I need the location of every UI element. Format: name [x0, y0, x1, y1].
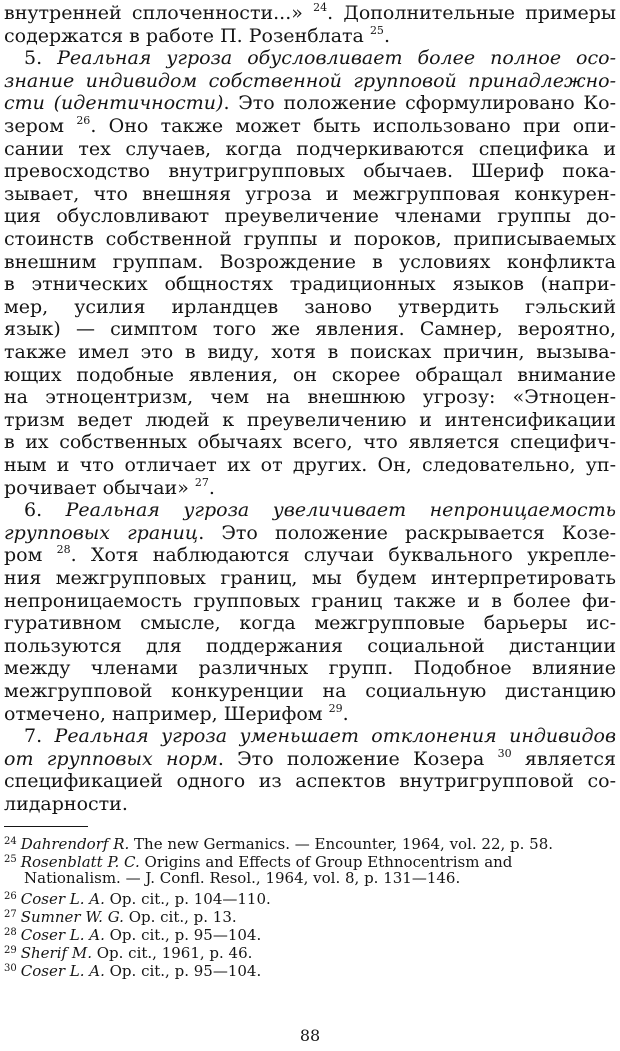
footnote-number: 26 — [4, 890, 17, 902]
footnote-citation: Nationalism. — J. Confl. Resol., 1964, vol. 8, p. 131—146. — [24, 869, 461, 888]
text-span: спецификацией одного из аспектов внутригрупповой со- — [4, 770, 616, 793]
italic-span: от групповых норм — [4, 747, 218, 770]
italic-span: Реальная угроза уменьшает отклонения индивидов — [54, 725, 616, 748]
text-span: внутренней сплоченности...» — [4, 2, 314, 24]
text-span: отмечено, например, Шерифом — [4, 702, 329, 725]
text-span: . — [208, 476, 215, 499]
text-span: превосходство внутригрупповых обычаев. Шериф пока- — [4, 160, 616, 183]
text-span: . Хотя наблюдаются случаи буквального укрепле- — [70, 544, 616, 567]
text-span: . Дополнительные примеры — [327, 2, 616, 24]
text-span: мер, усилия ирландцев заново утвердить гэльский — [4, 295, 616, 318]
footnote-line — [4, 850, 616, 870]
footnote-number: 27 — [4, 908, 17, 920]
footnote-citation: Op. cit., 1961, p. 46. — [91, 944, 253, 962]
italic-span: Реальная угроза обусловливает более полное осо- — [57, 47, 616, 70]
text-span: пользуются для поддержания социальной дистанции — [4, 634, 616, 657]
text-span: 5. — [24, 47, 58, 70]
footnote-citation: Op. cit., p. 104—110. — [104, 889, 271, 907]
text-span: ция обусловливают преувеличение членами группы до- — [4, 205, 616, 228]
text-span: в их собственных обычаях всего, что является специфич- — [4, 431, 616, 454]
footnote-ref: 30 — [497, 746, 512, 760]
text-span: внешним группам. Возрождение в условиях конфликта — [4, 250, 616, 273]
footnote-number: 29 — [4, 945, 17, 957]
text-line — [4, 789, 616, 819]
footnote-ref: 29 — [328, 701, 343, 715]
footnote-ref: 26 — [76, 114, 91, 127]
footnote-line — [24, 868, 616, 888]
text-span: межгрупповой конкуренции на социальную дистанцию — [4, 680, 616, 702]
italic-span: групповых границ — [4, 521, 199, 544]
text-span: тризм ведет людей к преувеличению и интенсификации — [4, 408, 616, 431]
footnote-citation: The new Germanics. — Encounter, 1964, vol. 22, p. 58. — [129, 835, 554, 852]
text-span: в этнических общностях традиционных языков (напри- — [4, 273, 616, 296]
footnote-ref: 28 — [56, 543, 71, 557]
footnote-author: Sherif M. — [20, 944, 92, 962]
footnote-number: 25 — [4, 854, 17, 866]
text-span: . — [383, 24, 390, 47]
text-span: . — [342, 702, 349, 725]
footnote-line — [4, 923, 616, 943]
text-span: рочивает обычаи» — [4, 476, 195, 499]
text-span: . Это положение Козера — [217, 747, 498, 770]
footnote-ref: 24 — [313, 1, 328, 14]
footnote-line — [4, 905, 616, 925]
text-span: . Это положение сформулировано Ко- — [223, 92, 616, 115]
footnote-author: Coser L. A. — [20, 889, 105, 907]
text-span: зывает, что внешняя угроза и межгрупповая конкурен- — [4, 182, 616, 205]
text-span: стоинств собственной группы и пороков, приписываемых — [4, 228, 616, 250]
footnote-author: Rosenblatt P. C. — [20, 853, 140, 871]
text-span: является — [511, 747, 616, 770]
text-span: ния межгрупповых границ, мы будем интерпретировать — [4, 567, 616, 589]
text-span: непроницаемость групповых границ также и в более фи- — [4, 589, 616, 612]
footnote-author: Dahrendorf R. — [20, 835, 130, 852]
text-span: зером — [4, 115, 77, 137]
footnote-citation: Op. cit., p. 13. — [123, 907, 237, 925]
text-span: сании тех случаев, когда подчеркиваются специфика и — [4, 137, 616, 160]
text-span: между членами различных групп. Подобное влияние — [4, 657, 616, 680]
text-span: язык) — симптом того же явления. Самнер, вероятно, — [4, 318, 616, 341]
footnote-number: 24 — [4, 836, 17, 847]
text-span: содержатся в работе П. Розенблата — [4, 24, 370, 47]
text-span: 6. — [24, 499, 66, 522]
footnote-number: 28 — [4, 927, 17, 938]
italic-span: Реальная угроза увеличивает непроницаемость — [65, 499, 616, 522]
footnote-line — [4, 832, 616, 852]
footnote-number: 30 — [4, 963, 17, 975]
text-span: ным и что отличает их от других. Он, следовательно, уп- — [4, 454, 616, 476]
italic-span: знание индивидом собственной групповой принадлежно- — [4, 69, 616, 92]
footnote-separator — [4, 826, 88, 827]
footnote-ref: 25 — [369, 23, 384, 37]
footnote-line — [4, 887, 616, 907]
footnote-citation: Origins and Effects of Group Ethnocentrism and — [139, 853, 513, 871]
footnote-ref: 27 — [194, 475, 209, 489]
footnote-citation: Op. cit., p. 95—104. — [104, 926, 262, 943]
text-span: 7. — [24, 725, 55, 748]
text-span: лидарности. — [4, 793, 128, 815]
text-span: ром — [4, 544, 57, 567]
footnote-author: Coser L. A. — [20, 926, 105, 943]
italic-span: сти (идентичности) — [4, 92, 224, 115]
text-span: . Оно также может быть использовано при опи- — [90, 115, 616, 137]
text-span: также имел это в виду, хотя в поисках причин, вызыва- — [4, 341, 616, 363]
footnote-author: Coser L. A. — [20, 962, 105, 980]
footnote-author: Sumner W. G. — [20, 907, 124, 925]
page-number: 88 — [299, 1026, 321, 1045]
footnote-citation: Op. cit., p. 95—104. — [104, 962, 262, 980]
text-span: ющих подобные явления, он скорее обращал внимание — [4, 363, 616, 386]
footnote-line — [4, 941, 616, 961]
text-span: гуративном смысле, когда межгрупповые барьеры ис- — [4, 612, 616, 635]
text-span: . Это положение раскрывается Козе- — [198, 521, 616, 544]
footnote-line — [4, 959, 616, 979]
text-span: на этноцентризм, чем на внешнюю угрозу: «Этноцен- — [4, 386, 616, 409]
